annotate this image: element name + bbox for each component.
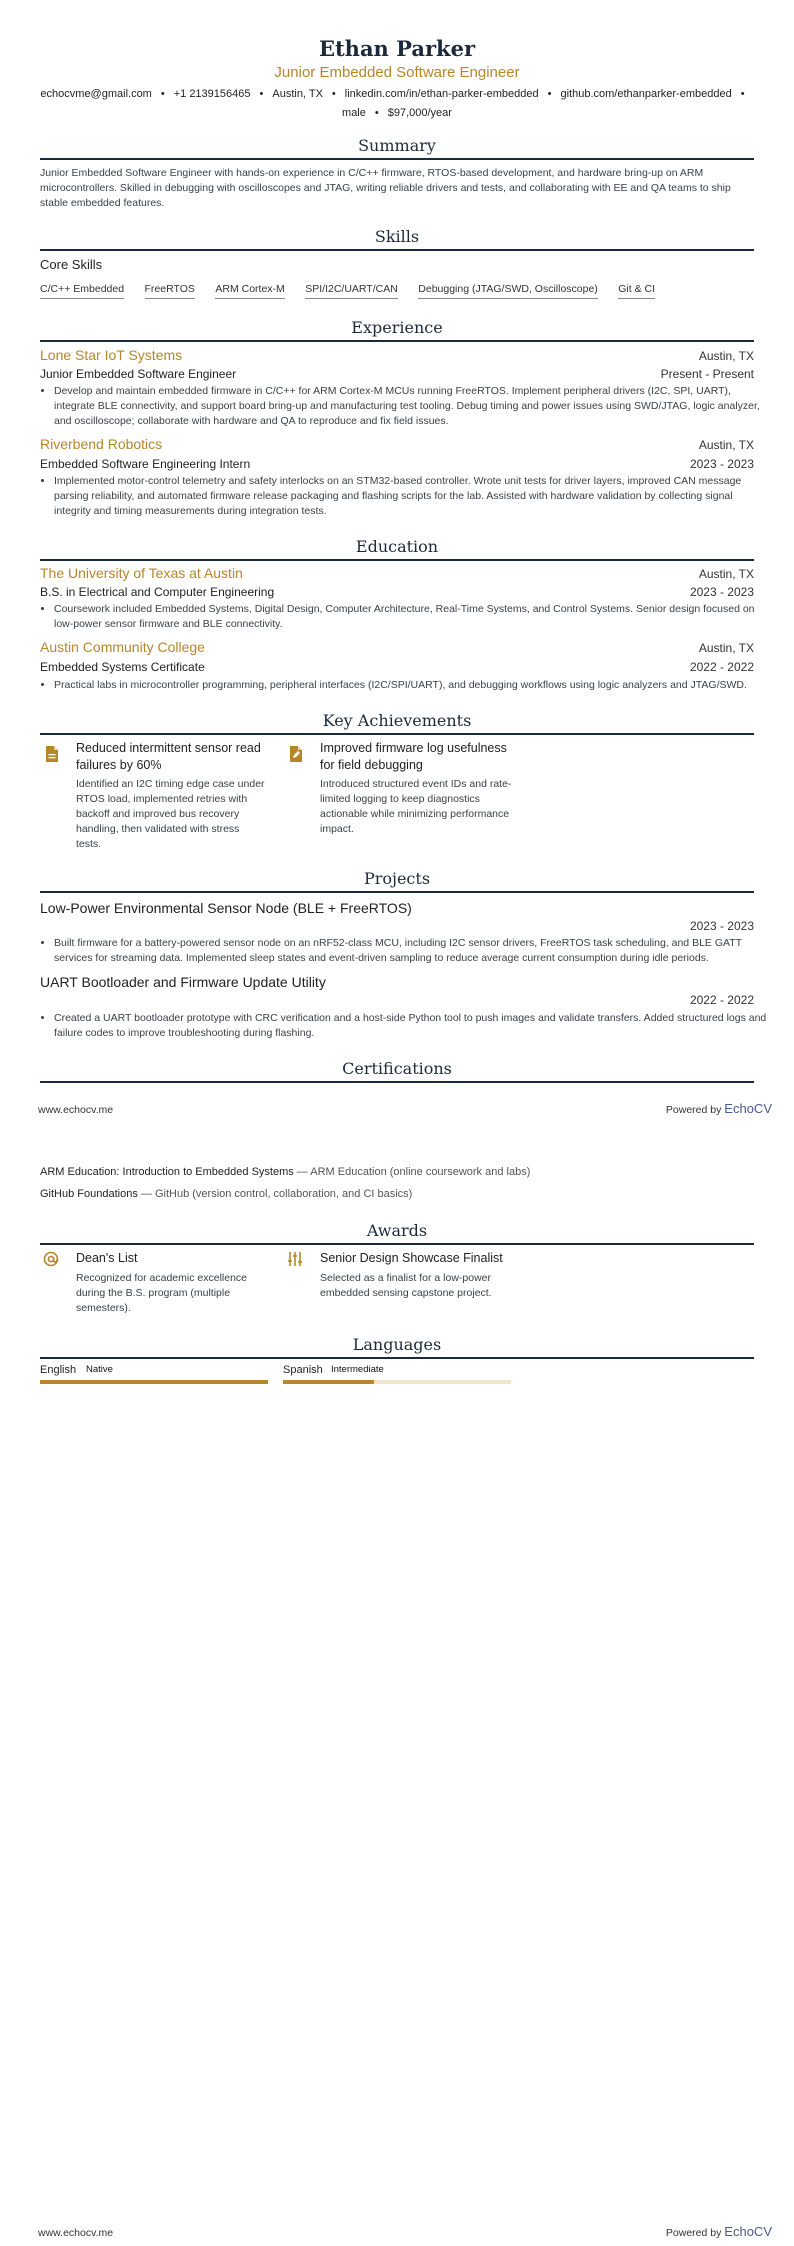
experience-dates: Present - Present xyxy=(660,367,754,381)
project-title: UART Bootloader and Firmware Update Utility xyxy=(40,974,326,990)
linkedin-link[interactable]: linkedin.com/in/ethan-parker-embedded xyxy=(344,88,539,100)
skill-chip: Debugging (JTAG/SWD, Oscilloscope) xyxy=(418,283,598,299)
education-dates: 2022 - 2022 xyxy=(689,660,754,674)
list-item: • Practical labs in microcontroller programming, peripheral interfaces (I2C/SPI/UART), and debugging workflows using logic analyzers and JTAG/SWD. xyxy=(54,678,768,693)
experience-location: Austin, TX xyxy=(698,438,754,452)
skill-chip: SPI/I2C/UART/CAN xyxy=(305,283,398,299)
candidate-title: Junior Embedded Software Engineer xyxy=(274,64,520,81)
skill-chip: Git & CI xyxy=(618,283,655,299)
education-dates: 2023 - 2023 xyxy=(689,585,754,599)
education-heading: Education xyxy=(40,537,754,561)
education-location: Austin, TX xyxy=(698,641,754,655)
certification-item xyxy=(40,1165,754,1180)
experience-location: Austin, TX xyxy=(698,349,754,363)
project-bullets xyxy=(40,936,768,966)
education-org: Austin Community College xyxy=(40,639,205,655)
experience-org: Riverbend Robotics xyxy=(40,436,163,452)
experience-heading: Experience xyxy=(40,318,754,342)
skills-list xyxy=(40,279,754,299)
skills-group-label: Core Skills xyxy=(40,257,103,272)
sliders-icon xyxy=(287,1251,303,1267)
certification-name: ARM Education: Introduction to Embedded Systems xyxy=(40,1166,294,1178)
email-link[interactable]: echocvme@gmail.com xyxy=(40,88,152,100)
salary-text: $97,000/year xyxy=(387,107,452,119)
project-dates: 2023 - 2023 xyxy=(689,919,754,933)
languages-heading: Languages xyxy=(40,1335,754,1359)
location-text: Austin, TX xyxy=(272,88,323,100)
footer-site[interactable]: www.echocv.me xyxy=(38,2227,114,2239)
list-item: • Develop and maintain embedded firmware in C/C++ for ARM Cortex-M MCUs running FreeRTOS. Implement peripheral drivers (I2C, SPI, UART), integrate BLE connectivity, and support board bring-up and manufacturing test tooling. Debug timing and power issues using SWD/JTAG, logic analyzer, and oscilloscope; collaborate with hardware and QA to reproduce and fix field issues. xyxy=(54,384,768,429)
education-degree: Embedded Systems Certificate xyxy=(40,660,205,674)
certification-name: GitHub Foundations xyxy=(40,1188,138,1200)
education-degree: B.S. in Electrical and Computer Engineering xyxy=(40,585,275,599)
award-description: Selected as a finalist for a low-power embedded sensing capstone project. xyxy=(320,1272,492,1299)
list-item: • Coursework included Embedded Systems, Digital Design, Computer Architecture, Real-Time Systems, and Control Systems. Senior design focused on low-power sensor firmware and BLE connectivity. xyxy=(54,602,768,632)
award-description: Recognized for academic excellence during the B.S. program (multiple semesters). xyxy=(76,1272,248,1314)
achievements-heading: Key Achievements xyxy=(40,711,754,735)
certification-item xyxy=(40,1187,754,1202)
contact-line: echocvme@gmail.com • +1 2139156465 • Austin, TX • linkedin.com/in/ethan-parker-embedded • github.com/ethanparker-embedded • male • $97,000/year xyxy=(40,88,745,119)
achievement-title: Reduced intermittent sensor read failures by 60% xyxy=(76,741,261,772)
education-bullets xyxy=(40,602,768,632)
list-item: • Built firmware for a battery-powered sensor node on an nRF52-class MCU, including I2C sensor drivers, FreeRTOS task scheduling, and BLE GATT services for streaming data. Implemented sleep states and event-driven sampling to reduce average current consumption during idle periods. xyxy=(54,936,768,966)
experience-dates: 2023 - 2023 xyxy=(689,457,754,471)
experience-org: Lone Star IoT Systems xyxy=(40,347,183,363)
skill-chip: C/C++ Embedded xyxy=(40,283,124,299)
achievement-title: Improved firmware log usefulness for field debugging xyxy=(320,741,507,772)
powered-by-text: Powered by xyxy=(665,2227,722,2239)
list-item: • Implemented motor-control telemetry and safety interlocks on an STM32-based controller. Wrote unit tests for driver layers, improved CAN message parsing reliability, and automated firmware release packaging and flashing scripts for the lab. Assisted with hardware validation by collecting signal integrity and timing measurements during integration tests. xyxy=(54,474,768,519)
project-dates: 2022 - 2022 xyxy=(689,993,754,1007)
phone-text: +1 2139156465 xyxy=(173,88,251,100)
education-org: The University of Texas at Austin xyxy=(40,565,243,581)
achievement-description: Identified an I2C timing edge case under RTOS load, implemented retries with backoff and improved bus recovery handling, then validated with stress tests. xyxy=(76,778,265,850)
language-proficiency-bar xyxy=(40,1380,268,1384)
certification-detail: — GitHub (version control, collaboration, and CI basics) xyxy=(137,1188,413,1200)
gender-text: male xyxy=(342,107,366,119)
certifications-heading: Certifications xyxy=(40,1059,754,1083)
experience-bullets xyxy=(40,474,768,519)
education-bullets xyxy=(40,678,768,693)
experience-role: Junior Embedded Software Engineer xyxy=(40,367,237,381)
experience-role: Embedded Software Engineering Intern xyxy=(40,457,251,471)
language-proficiency-fill xyxy=(283,1380,374,1384)
award-title: Senior Design Showcase Finalist xyxy=(320,1251,503,1265)
awards-heading: Awards xyxy=(40,1221,754,1245)
list-item: • Created a UART bootloader prototype with CRC verification and a host-side Python tool to push images and validate transfers. Added structured logs and failure codes to improve troubleshooting during flashing. xyxy=(54,1011,768,1041)
education-location: Austin, TX xyxy=(698,567,754,581)
language-proficiency-bar xyxy=(283,1380,511,1384)
summary-text: Junior Embedded Software Engineer with hands-on experience in C/C++ firmware, RTOS-based development, and hardware bring-up on ARM microcontrollers. Skilled in debugging with oscilloscopes and JTAG, writing reliable drivers and tests, and collaborating with EE and QA teams to ship stable embedded features. xyxy=(40,167,731,209)
skills-heading: Skills xyxy=(40,227,754,251)
language-name: Spanish xyxy=(283,1364,323,1376)
achievement-description: Introduced structured event IDs and rate-limited logging to keep diagnostics actionable while minimizing performance impact. xyxy=(320,778,512,835)
powered-by-text: Powered by xyxy=(665,1104,722,1116)
award-title: Dean's List xyxy=(76,1251,138,1265)
projects-heading: Projects xyxy=(40,869,754,893)
document-icon xyxy=(43,745,61,763)
skill-chip: FreeRTOS xyxy=(145,283,195,299)
footer-powered-by xyxy=(666,1101,772,1116)
project-title: Low-Power Environmental Sensor Node (BLE + FreeRTOS) xyxy=(40,900,412,916)
candidate-name: Ethan Parker xyxy=(318,36,476,61)
experience-bullets xyxy=(40,384,768,429)
github-link[interactable]: github.com/ethanparker-embedded xyxy=(560,88,732,100)
skill-chip: ARM Cortex-M xyxy=(215,283,284,299)
language-level: Native xyxy=(86,1364,113,1375)
certification-detail: — ARM Education (online coursework and labs) xyxy=(293,1166,531,1178)
edit-document-icon xyxy=(287,745,305,763)
footer-site[interactable]: www.echocv.me xyxy=(38,1104,114,1116)
language-proficiency-fill xyxy=(40,1380,268,1384)
brand-logo[interactable]: EchoCV xyxy=(724,1101,772,1116)
language-level: Intermediate xyxy=(331,1364,384,1375)
language-name: English xyxy=(40,1364,77,1376)
summary-heading: Summary xyxy=(40,136,754,160)
project-bullets xyxy=(40,1011,768,1041)
brand-logo[interactable]: EchoCV xyxy=(724,2224,772,2239)
footer-powered-by xyxy=(666,2224,772,2239)
at-icon xyxy=(43,1251,59,1267)
